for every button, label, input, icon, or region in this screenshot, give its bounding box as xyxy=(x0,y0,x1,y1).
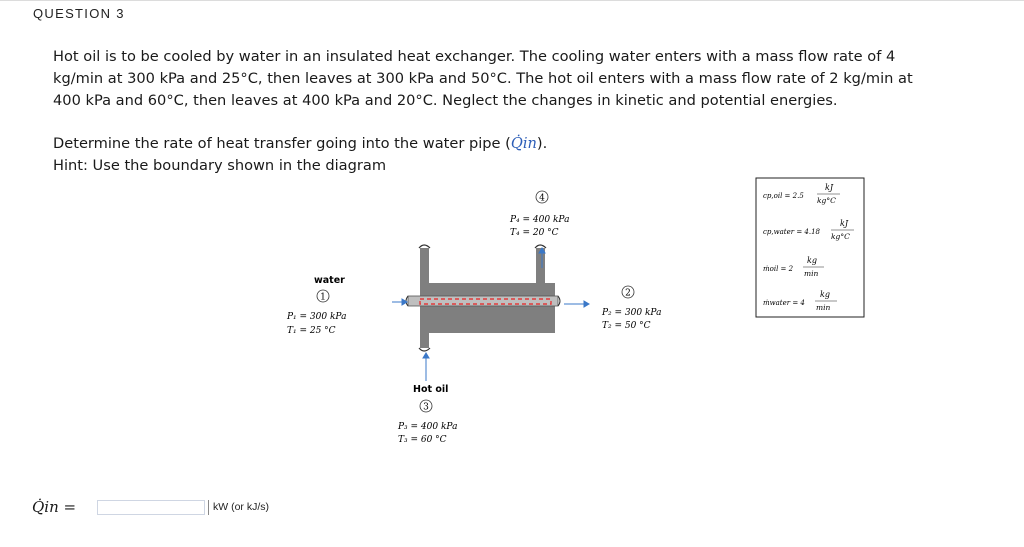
state-3-number: 3 xyxy=(423,402,429,413)
top-divider xyxy=(0,0,1024,1)
state-2-number: 2 xyxy=(625,288,631,299)
m-oil-unit-den: min xyxy=(804,269,819,278)
q-in-symbol: Q̇in xyxy=(510,135,537,152)
m-water-value: ṁwater = 4 xyxy=(763,299,805,307)
m-water-unit-num: kg xyxy=(820,290,830,299)
m-oil-value: ṁoil = 2 xyxy=(763,265,794,273)
heat-exchanger-diagram xyxy=(280,175,880,465)
cp-oil-unit-den: kg°C xyxy=(817,196,836,205)
state-1-number: 1 xyxy=(320,292,326,303)
state-1-temperature: T₁ = 25 °C xyxy=(287,326,336,336)
answer-label: Q̇in = xyxy=(32,498,77,516)
cp-water-value: cp,water = 4.18 xyxy=(763,228,820,236)
properties-box xyxy=(756,178,864,317)
hot-oil-label: Hot oil xyxy=(413,384,449,395)
hint-text: Hint: Use the boundary shown in the diagram xyxy=(53,157,387,174)
state-4-pressure: P₄ = 400 kPa xyxy=(510,215,570,225)
cp-oil-value: cp,oil = 2.5 xyxy=(763,192,804,200)
state-2-temperature: T₂ = 50 °C xyxy=(602,321,651,331)
problem-statement: Hot oil is to be cooled by water in an insulated heat exchanger. The cooling water enters with a mass flow rate of 4 kg/min at 300 kPa and 25°C, then leaves at 300 kPa and 50°C. The hot oil enters with a mass flow rate of 2 kg/min at 400 kPa and 60°C, then leaves at 400 kPa and 20°C. Neglect the changes in kinetic and potential energies. xyxy=(53,48,913,109)
state-4-temperature: T₄ = 20 °C xyxy=(510,228,559,238)
determine-text: Determine the rate of heat transfer going into the water pipe ( xyxy=(53,135,511,152)
determine-line xyxy=(53,133,653,155)
state-1-pressure: P₁ = 300 kPa xyxy=(287,312,347,322)
state-4-number: 4 xyxy=(539,193,545,204)
m-water-unit-den: min xyxy=(816,303,831,312)
state-2-pressure: P₂ = 300 kPa xyxy=(602,308,662,318)
m-oil-unit-num: kg xyxy=(807,256,817,265)
state-3-pressure: P₃ = 400 kPa xyxy=(398,422,458,432)
answer-input[interactable] xyxy=(97,500,205,515)
question-title: QUESTION 3 xyxy=(33,6,125,21)
state-3-temperature: T₃ = 60 °C xyxy=(398,435,447,445)
determine-end: ). xyxy=(536,135,548,152)
cp-water-unit-den: kg°C xyxy=(831,232,850,241)
water-label: water xyxy=(314,275,345,286)
task-block xyxy=(53,133,653,177)
answer-unit: kW (or kJ/s) xyxy=(208,500,269,515)
cp-oil-unit-num: kJ xyxy=(825,183,834,192)
cp-water-unit-num: kJ xyxy=(840,219,849,228)
